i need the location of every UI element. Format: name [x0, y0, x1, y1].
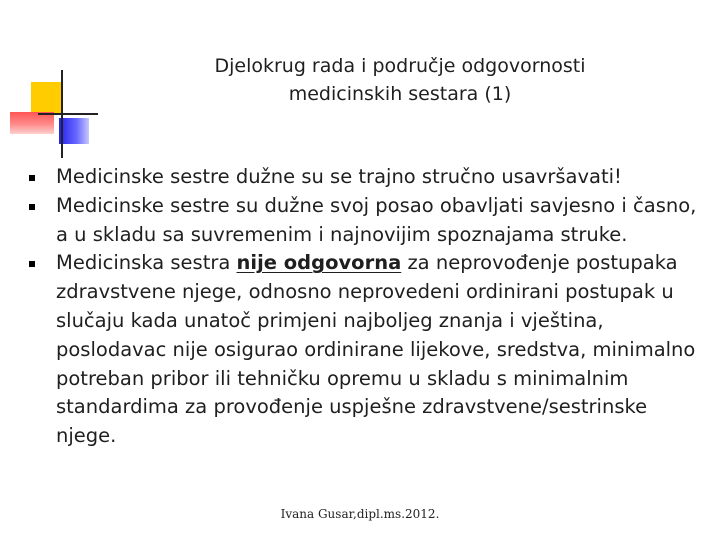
list-item: [26, 249, 706, 451]
title-line-2: medicinskih sestara (1): [288, 83, 512, 105]
emphasized-text: nije odgovorna: [236, 251, 402, 275]
logo-blue-square: [59, 118, 89, 144]
logo-red-square: [10, 112, 54, 134]
logo-horizontal-line: [38, 113, 98, 115]
square-bullet-icon: [29, 204, 35, 210]
list-item-text: Medicinske sestre dužne su se trajno stručno usavršavati!: [56, 165, 622, 188]
square-bullet-icon: [29, 175, 35, 181]
list-item-text-before: Medicinska sestra: [56, 251, 237, 275]
list-item-text: Medicinske sestre su dužne svoj posao obavljati savjesno i časno, a u skladu sa suvremenim i najnovijim spoznajama struke.: [56, 193, 697, 246]
page-title: [140, 52, 660, 108]
decorative-logo: [0, 0, 110, 160]
logo-yellow-square: [31, 82, 63, 114]
footer-author: Ivana Gusar,dipl.ms.2012.: [280, 507, 440, 521]
list-item-text-after: za neprovođenje postupaka zdravstvene njege, odnosno neprovedeni ordinirani postupak u slučaju kada unatoč primjeni najboljeg znanja i vještina, poslodavac nije osigurao ordinirane lijekove, sredstva, minimalno potreban pribor ili tehničku opremu u skladu s minimalnim standardima za provođenje uspješne zdravstvene/sestrinske njege.: [56, 251, 696, 448]
title-line-1: Djelokrug rada i područje odgovornosti: [214, 55, 586, 77]
bullet-list: [26, 163, 706, 451]
square-bullet-icon: [29, 261, 35, 267]
list-item: [26, 192, 706, 250]
list-item: [26, 163, 706, 192]
